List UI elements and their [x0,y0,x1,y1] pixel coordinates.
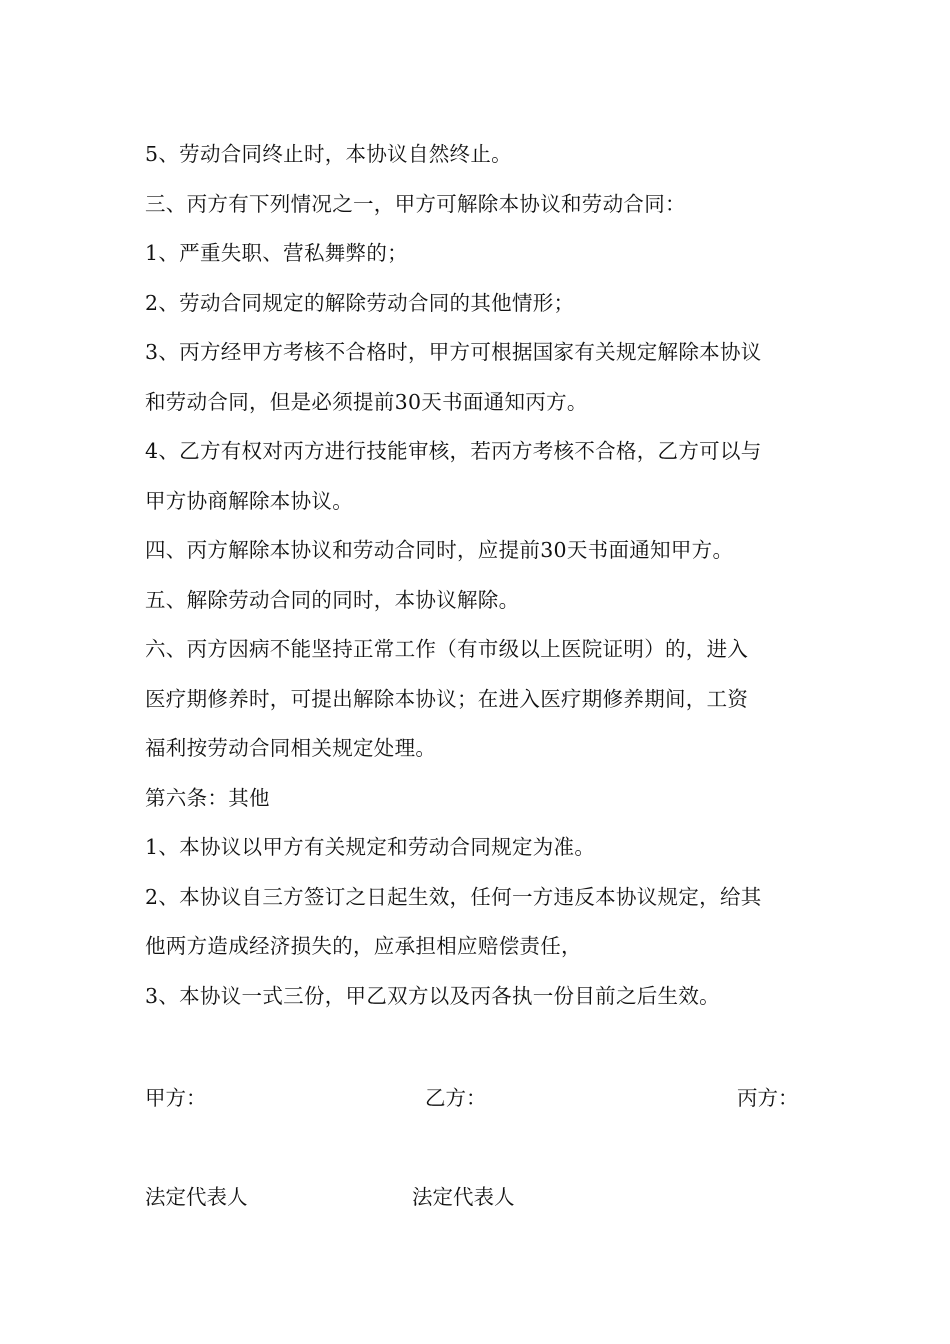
rep-b-label: 法定代表人 [412,1185,515,1209]
clause-line: 福利按劳动合同相关规定处理。 [145,736,437,760]
clause-line: 3、丙方经甲方考核不合格时，甲方可根据国家有关规定解除本协议 [145,340,762,364]
party-b-label: 乙方： [425,1086,487,1110]
clause-line: 五、解除劳动合同的同时，本协议解除。 [145,587,520,612]
clause-line: 5、劳动合同终止时，本协议自然终止。 [145,142,512,166]
clause-line: 2、劳动合同规定的解除劳动合同的其他情形； [145,290,575,315]
clause-line: 三、丙方有下列情况之一，甲方可解除本协议和劳动合同： [145,191,686,216]
clause-line: 他两方造成经济损失的，应承担相应赔偿责任， [145,934,582,958]
signature-representatives-row [0,1177,950,1217]
section-heading: 第六条：其他 [145,785,270,810]
clause-line: 四、丙方解除本协议和劳动合同时，应提前30天书面通知甲方。 [145,538,734,562]
clause-line: 医疗期修养时，可提出解除本协议；在进入医疗期修养期间，工资 [145,686,749,711]
party-c-label: 丙方： [737,1086,799,1110]
signature-parties-row [0,1078,950,1118]
document-body [145,130,810,1021]
clause-line: 六、丙方因病不能坚持正常工作（有市级以上医院证明）的，进入 [145,637,749,661]
rep-a-label: 法定代表人 [145,1185,248,1209]
clause-line: 2、本协议自三方签订之日起生效，任何一方违反本协议规定，给其 [145,884,762,909]
party-a-label: 甲方： [145,1086,207,1110]
clause-line: 1、本协议以甲方有关规定和劳动合同规定为准。 [145,835,596,859]
clause-line: 和劳动合同，但是必须提前30天书面通知丙方。 [145,389,588,414]
clause-line: 3、本协议一式三份，甲乙双方以及丙各执一份目前之后生效。 [145,983,720,1008]
clause-line: 甲方协商解除本协议。 [145,488,353,513]
clause-line: 4、乙方有权对丙方进行技能审核，若丙方考核不合格，乙方可以与 [145,439,762,463]
clause-line: 1、严重失职、营私舞弊的； [145,241,408,265]
